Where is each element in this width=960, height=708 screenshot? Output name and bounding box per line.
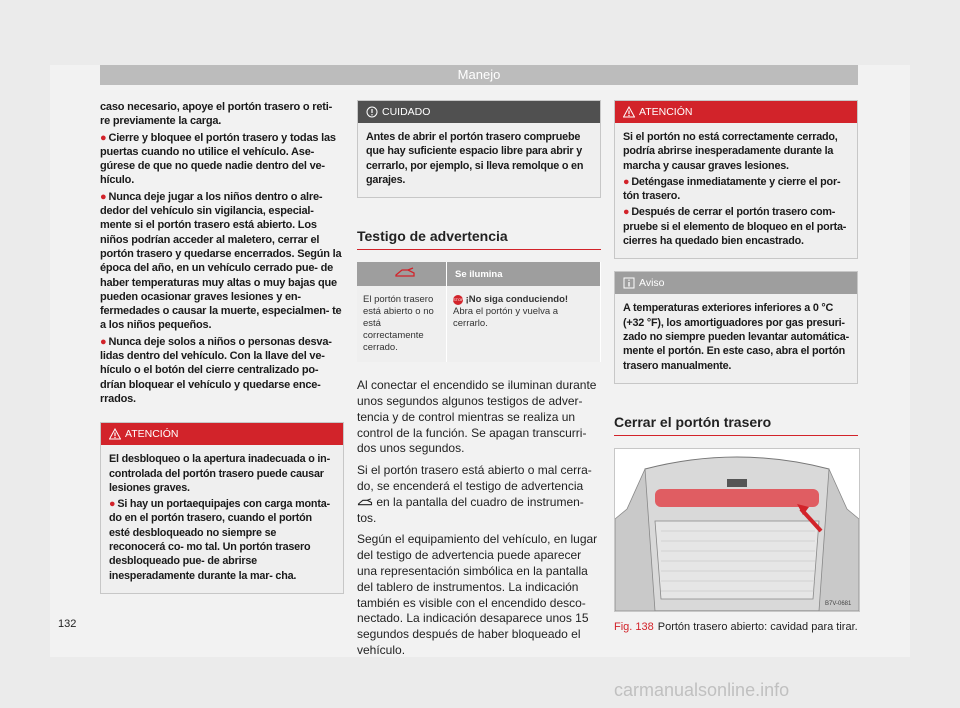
- aviso-body: [615, 294, 857, 382]
- bullet-item: ● Deténgase inmediatamente y cierre el por- tón trasero.: [623, 175, 841, 203]
- section-title: Cerrar el portón trasero: [614, 414, 858, 436]
- cell-text: Abra el portón y vuelva a cerrarlo.: [453, 306, 559, 330]
- warning-light-table: [357, 262, 601, 362]
- bullet-icon: ●: [109, 498, 116, 511]
- paragraph: A temperaturas exteriores inferiores a 0 °C (+32 °F), los amortiguadores por gas presuri- zado no siempre pueden levantar automática- mente el portón. En este caso, abra el portón trasero manualmente.: [623, 302, 849, 372]
- caption-text: Portón trasero abierto: cavidad para tirar.: [657, 620, 858, 633]
- page-header: [100, 65, 858, 85]
- atencion-box: [614, 100, 858, 259]
- paragraph: Al conectar el encendido se iluminan durante unos segundos algunos testigos de adver- tencia y de control mientras se realiza un control de la función. Se apagan transcurri- dos unos segundos.: [357, 378, 597, 456]
- paragraph: Antes de abrir el portón trasero compruebe que hay suficiente espacio libre para abrir y cerrarlo, por ejemplo, si lleva remolque o en garajes.: [366, 131, 584, 186]
- aviso-box: [614, 271, 858, 383]
- table-header-icon-cell: [357, 262, 447, 286]
- cuidado-body: [358, 123, 600, 197]
- table-cell: [447, 286, 601, 362]
- info-circle-icon: [366, 106, 378, 118]
- column-right: [614, 100, 858, 634]
- page-number: 132: [58, 618, 77, 630]
- cuidado-header: [358, 101, 600, 123]
- atencion-header: [615, 101, 857, 123]
- table-row: [357, 286, 601, 362]
- atencion-header: [101, 423, 343, 445]
- cell-bold: ¡No siga conduciendo!: [465, 294, 569, 306]
- bullet-icon: ●: [623, 175, 630, 188]
- bullet-icon: ●: [623, 206, 630, 219]
- cuidado-box: [357, 100, 601, 198]
- paragraph: El desbloqueo o la apertura inadecuada o in- controlada del portón trasero puede causar lesiones graves.: [109, 453, 330, 494]
- tailgate-illustration: [615, 449, 859, 611]
- info-icon: [623, 277, 635, 289]
- bullet-item: ● Cierre y bloquee el portón trasero y todas las puertas cuando no utilice el vehículo. Ase- gúrese de que no quede nadie dentro del ve- hículo.: [100, 131, 336, 187]
- table-header-label: Se ilumina: [447, 262, 601, 286]
- bullet-icon: ●: [100, 335, 107, 348]
- figure-code: B7V-0681: [825, 600, 852, 607]
- paragraph: caso necesario, apoye el portón trasero o reti- re previamente la carga.: [100, 101, 333, 128]
- table-cell: El portón trasero está abierto o no está correctamente cerrado.: [357, 286, 447, 362]
- atencion-body: [615, 123, 857, 258]
- warning-icon: [623, 106, 635, 118]
- watermark: carmanualsonline.info: [614, 680, 790, 700]
- stop-icon: STOP: [453, 295, 463, 305]
- bullet-icon: ●: [100, 190, 107, 203]
- tailgate-figure: [614, 448, 860, 612]
- bullet-item: ● Nunca deje jugar a los niños dentro o alre- dedor del vehículo sin vigilancia, especial- mente si el portón trasero está abierto. Los niños podrían acceder al maletero, cerrar el portón trasero y quedarse encerrados. Según la época del año, en un vehículo cerrado pue- de haber temperaturas muy altas o muy bajas que pueden ocasionar graves lesiones y en- fermedades o causar la muerte, especialmen- te a los niños pequeños.: [100, 190, 342, 332]
- bullet-item: ● Nunca deje solos a niños o personas desva- lidas dentro del vehículo. Con la llave del ve- hículo o el botón del cierre centralizado po- drían bloquear el vehículo y quedarse ence- rrados.: [100, 335, 332, 405]
- bullet-item: ● Después de cerrar el portón trasero com- pruebe si el elemento de bloqueo en el porta- cierres ha quedado bien encastrado.: [623, 206, 847, 248]
- caption-label: Fig. 138: [614, 620, 654, 633]
- header-title: Manejo: [457, 67, 501, 82]
- table-header-row: [357, 262, 601, 286]
- atencion-box: [100, 422, 344, 594]
- tailgate-open-icon: [357, 498, 373, 507]
- bullet-icon: ●: [100, 131, 107, 144]
- warning-icon: [109, 428, 121, 440]
- intro-text: [100, 100, 344, 406]
- aviso-title: Aviso: [639, 277, 665, 290]
- figure-caption: [614, 620, 858, 634]
- section-title: Testigo de advertencia: [357, 228, 601, 250]
- tailgate-open-icon: [394, 267, 416, 279]
- paragraph: Si el portón no está correctamente cerrado, podría abrirse inesperadamente durante la marcha y causar graves lesiones.: [623, 131, 838, 172]
- cuidado-title: CUIDADO: [382, 106, 431, 118]
- paragraph: Según el equipamiento del vehículo, en lugar del testigo de advertencia puede aparecer una representación simbólica en la pantalla del tablero de instrumentos. La indicación también es visible con el encendido desco- nectado. La indicación desaparece unos 15 segundos después de haber bloqueado el vehículo.: [357, 532, 598, 657]
- body-text: [357, 378, 601, 659]
- column-left: [100, 100, 344, 594]
- aviso-header: [615, 272, 857, 294]
- bullet-item: ● Si hay un portaequipajes con carga monta- do en el portón trasero, cuando el portón esté desbloqueado no siempre se reconocerá co- mo tal. Un portón trasero desbloqueado pue- de abrirse inesperadamente durante la mar- cha.: [109, 498, 330, 582]
- paragraph: Si el portón trasero está abierto o mal cerra- do, se encenderá el testigo de advertencia en la pantalla del cuadro de instrumen- tos.: [357, 463, 592, 525]
- atencion-body: [101, 445, 343, 593]
- column-middle: [357, 100, 601, 665]
- atencion-title: ATENCIÓN: [639, 106, 693, 118]
- atencion-title: ATENCIÓN: [125, 428, 179, 441]
